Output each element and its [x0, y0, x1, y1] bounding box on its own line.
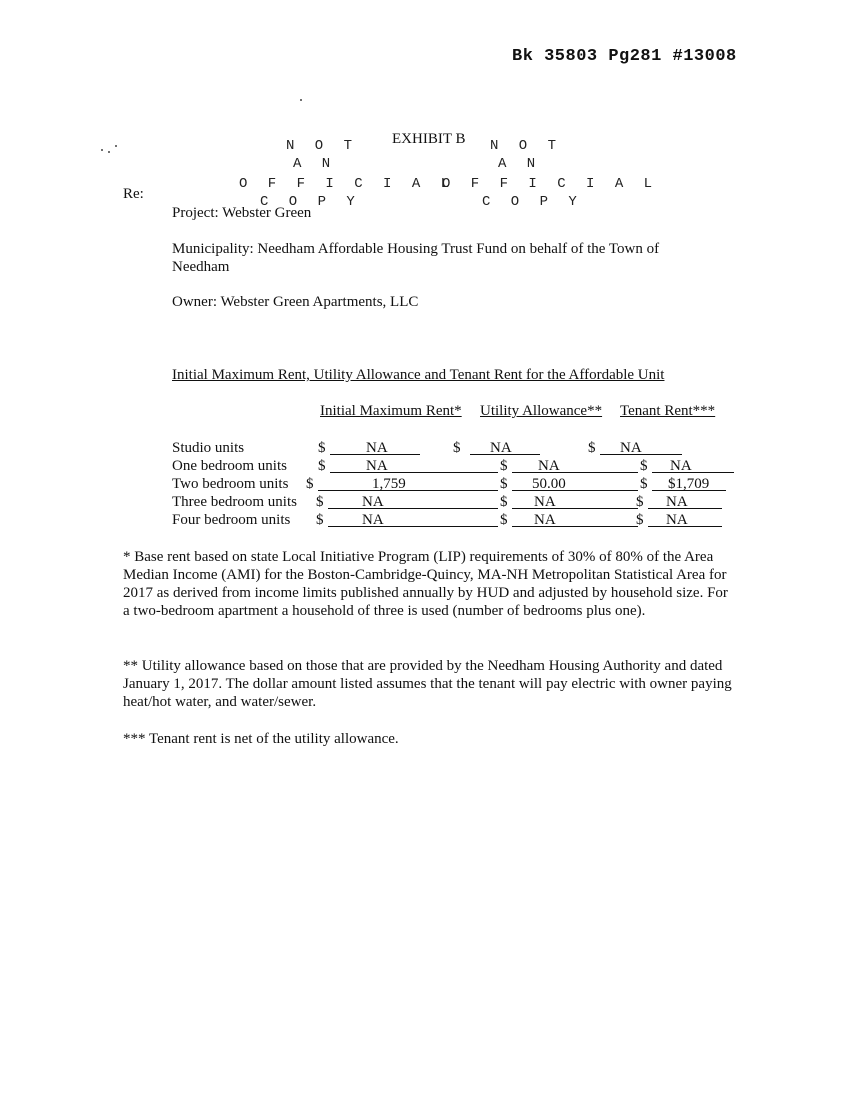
watermark-left-line1: N O T — [286, 138, 359, 154]
watermark-right-line1: N O T — [490, 138, 563, 154]
cell-max-rent: NA — [330, 457, 498, 473]
cell-utility: 50.00 — [512, 475, 638, 491]
table-row-label: One bedroom units — [172, 458, 287, 474]
dollar-sign: $ — [640, 476, 648, 492]
cell-utility: NA — [512, 493, 638, 509]
header-initial-max-rent: Initial Maximum Rent* — [320, 403, 462, 419]
watermark-right-line2: A N — [498, 156, 542, 172]
cell-utility: NA — [512, 511, 638, 527]
cell-max-rent: NA — [328, 493, 498, 509]
stray-mark — [300, 99, 302, 101]
stray-mark — [101, 149, 103, 151]
dollar-sign: $ — [636, 494, 644, 510]
cell-tenant: NA — [600, 439, 682, 455]
dollar-sign: $ — [500, 512, 508, 528]
watermark-right-line3: O F F I C I A L — [442, 176, 659, 192]
stray-mark — [108, 151, 110, 153]
municipality-line: Municipality: Needham Affordable Housing Trust Fund on behalf of the Town of Needham — [172, 241, 660, 275]
table-row-label: Four bedroom units — [172, 512, 291, 528]
header-tenant-rent: Tenant Rent*** — [620, 403, 716, 419]
section-heading: Initial Maximum Rent, Utility Allowance and Tenant Rent for the Affordable Unit — [172, 367, 665, 383]
dollar-sign: $ — [636, 512, 644, 528]
project-line: Project: Webster Green — [172, 205, 312, 221]
cell-utility: NA — [512, 457, 638, 473]
cell-max-rent: 1,759 — [318, 475, 498, 491]
book-page-reference: Bk 35803 Pg281 #13008 — [512, 47, 737, 66]
watermark-left-line4: C O P Y — [260, 194, 361, 210]
dollar-sign: $ — [500, 476, 508, 492]
cell-max-rent: NA — [330, 439, 420, 455]
cell-tenant: NA — [648, 493, 722, 509]
footnote-tenant-rent: *** Tenant rent is net of the utility allowance. — [123, 731, 399, 747]
footnote-base-rent: * Base rent based on state Local Initiative Program (LIP) requirements of 30% of 80% of the Area Median Income (AMI) for the Boston-Cambridge-Quincy, MA-NH Metropolitan Statistical Area for 2017 as derived from income limits published annually by HUD and adjusted by household size. For a two-bedroom apartment a household of three is used (number of bedrooms plus one). — [123, 549, 728, 619]
dollar-sign: $ — [453, 440, 461, 456]
watermark-right-line4: C O P Y — [482, 194, 583, 210]
stray-mark — [115, 145, 117, 147]
cell-max-rent: NA — [328, 511, 498, 527]
dollar-sign: $ — [316, 512, 324, 528]
exhibit-title: EXHIBIT B — [392, 131, 466, 147]
header-utility-allowance: Utility Allowance** — [480, 403, 603, 419]
cell-utility: NA — [470, 439, 540, 455]
dollar-sign: $ — [318, 458, 326, 474]
dollar-sign: $ — [500, 458, 508, 474]
cell-tenant: NA — [652, 457, 734, 473]
table-row-label: Two bedroom units — [172, 476, 289, 492]
dollar-sign: $ — [640, 458, 648, 474]
dollar-sign: $ — [306, 476, 314, 492]
owner-line: Owner: Webster Green Apartments, LLC — [172, 294, 419, 310]
table-row-label: Studio units — [172, 440, 245, 456]
dollar-sign: $ — [588, 440, 596, 456]
dollar-sign: $ — [316, 494, 324, 510]
watermark-left-line3: O F F I C I A L — [239, 176, 456, 192]
cell-tenant: $1,709 — [652, 475, 726, 491]
dollar-sign: $ — [500, 494, 508, 510]
cell-tenant: NA — [648, 511, 722, 527]
footnote-utility-allowance: ** Utility allowance based on those that are provided by the Needham Housing Authority and dated January 1, 2017. The dollar amount listed assumes that the tenant will pay electric with owner paying heat/hot water, and water/sewer. — [123, 658, 732, 710]
table-row-label: Three bedroom units — [172, 494, 297, 510]
watermark-left-line2: A N — [293, 156, 337, 172]
dollar-sign: $ — [318, 440, 326, 456]
re-label: Re: — [123, 186, 144, 202]
